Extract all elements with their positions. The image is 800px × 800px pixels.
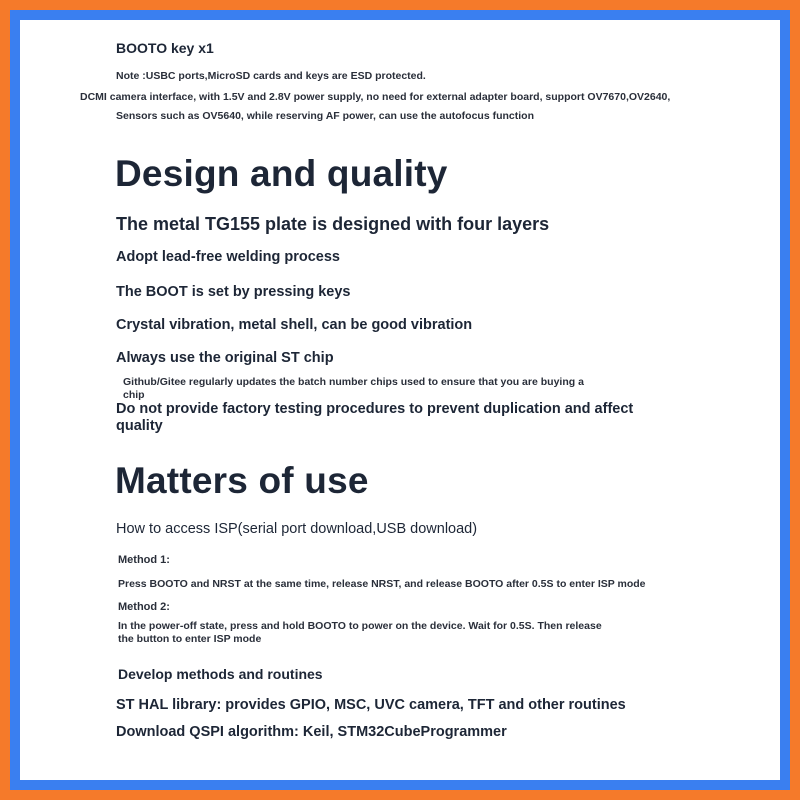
dcmi-line-2: Sensors such as OV5640, while reserving AF power, can use the autofocus function <box>116 110 534 122</box>
booto-key-line: BOOTO key x1 <box>116 40 214 56</box>
method-1-label: Method 1: <box>118 554 170 566</box>
hal-library-line: ST HAL library: provides GPIO, MSC, UVC camera, TFT and other routines <box>116 697 626 713</box>
matters-of-use-title: Matters of use <box>115 460 369 501</box>
design-item-st-chip: Always use the original ST chip <box>116 350 334 366</box>
method-2-text: In the power-off state, press and hold BOOTO to power on the device. Wait for 0.5S. Then release the button to enter ISP mode <box>118 620 602 645</box>
design-quality-title: Design and quality <box>115 153 448 194</box>
dcmi-line-1: DCMI camera interface, with 1.5V and 2.8V power supply, no need for external adapter board, support OV7670,OV2640, <box>80 91 671 103</box>
no-factory-test: Do not provide factory testing procedures to prevent duplication and affect quality <box>116 401 634 434</box>
design-item-crystal: Crystal vibration, metal shell, can be good vibration <box>116 317 473 333</box>
qspi-algorithm-line: Download QSPI algorithm: Keil, STM32CubeProgrammer <box>116 724 507 740</box>
develop-heading: Develop methods and routines <box>118 666 323 682</box>
method-2-label: Method 2: <box>118 601 170 613</box>
method-1-text: Press BOOTO and NRST at the same time, release NRST, and release BOOTO after 0.5S to enter ISP mode <box>118 578 646 590</box>
design-item-lead-free: Adopt lead-free welding process <box>116 249 340 265</box>
github-note: Github/Gitee regularly updates the batch number chips used to ensure that you are buying a chip <box>123 376 584 401</box>
isp-heading: How to access ISP(serial port download,USB download) <box>116 521 478 537</box>
document-page <box>20 20 780 780</box>
design-item-boot-keys: The BOOT is set by pressing keys <box>116 284 351 300</box>
esd-note: Note :USBC ports,MicroSD cards and keys are ESD protected. <box>116 70 426 82</box>
tg155-subtitle: The metal TG155 plate is designed with four layers <box>116 214 550 234</box>
